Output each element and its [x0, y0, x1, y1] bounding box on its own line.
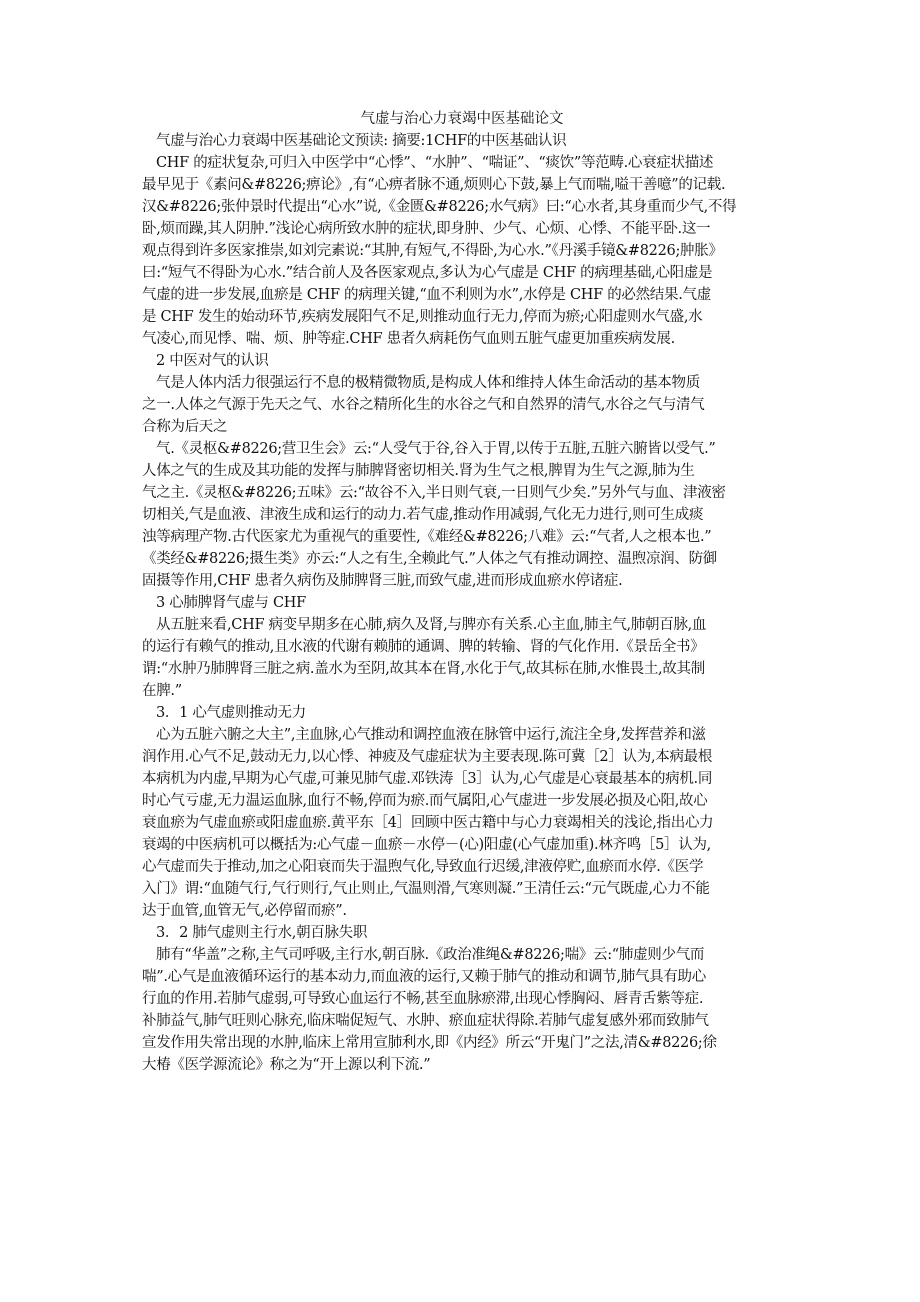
text-line: 心为五脏六腑之大主”,主血脉,心气推动和调控血液在脉管中运行,流注全身,发挥营养和滋	[156, 727, 706, 743]
text-line: 心气虚而失于推动,加之心阳衰而失于温煦气化,导致血行迟缓,津液停贮,血瘀而水停.《医学	[142, 859, 704, 875]
text-line: 润作用.心气不足,鼓动无力,以心悸、神疲及气虚症状为主要表现.陈可冀［2］认为,本病最根	[142, 749, 713, 765]
text-line: 入门》谓:“血随气行,气行则行,气止则止,气温则滑,气寒则凝.”王清任云:“元气既虚,心力不能	[142, 881, 710, 897]
text-line: 卧,烦而躁,其人阴肿.”浅论心病所致水肿的症状,即身肿、少气、心烦、心悸、不能平卧.这一	[142, 221, 711, 237]
text-line: 本病机为内虚,早期为心气虚,可兼见肺气虚.邓铁涛［3］认为,心气虚是心衰最基本的病机.同	[142, 771, 713, 787]
document-title: 气虚与治心力衰竭中医基础论文	[360, 111, 564, 127]
text-line: 合称为后天之	[142, 419, 228, 435]
text-line: 观点得到许多医家推崇,如刘完素说:“其肿,有短气,不得卧,为心水.”《丹溪手镜&#8226;肿胀》	[142, 243, 723, 259]
text-line: 《类经&#8226;摄生类》亦云:“人之有生,全赖此气.”人体之气有推动调控、温煦凉润、防御	[142, 551, 717, 567]
text-line: 时心气亏虚,无力温运血脉,血行不畅,停而为瘀.而气属阳,心气虚进一步发展必损及心阳,故心	[142, 793, 708, 809]
text-line: 人体之气的生成及其功能的发挥与肺脾肾密切相关.肾为生气之根,脾胃为生气之源,肺为生	[142, 463, 695, 479]
text-line: 的运行有赖气的推动,且水液的代谢有赖肺的通调、脾的转输、肾的气化作用.《景岳全书》	[142, 639, 705, 655]
text-line: 浊等病理产物.古代医家尤为重视气的重要性,《难经&#8226;八难》云:“气者,人之根本也.”	[142, 529, 712, 545]
text-line: 喘”.心气是血液循环运行的基本动力,而血液的运行,又赖于肺气的推动和调节,肺气具有助心	[142, 969, 706, 985]
text-line: 在脾.”	[142, 683, 182, 699]
document-page	[142, 108, 782, 1076]
text-line: 达于血管,血管无气,必停留而瘀”.	[142, 903, 347, 919]
text-line: CHF 的症状复杂,可归入中医学中“心悸”、“水肿”、“喘证”、“痰饮”等范畴.心衰症状描述	[156, 155, 714, 171]
document-body	[142, 152, 782, 1076]
text-line: 从五脏来看,CHF 病变早期多在心肺,病久及肾,与脾亦有关系.心主血,肺主气,肺朝百脉,血	[156, 617, 707, 633]
text-line: 汉&#8226;张仲景时代提出“心水”说,《金匮&#8226;水气病》曰:“心水者,其身重而少气,不得	[142, 199, 737, 215]
text-line: 气虚的进一步发展,血瘀是 CHF 的病理关键,“血不利则为水”,水停是 CHF 的必然结果.气虚	[142, 287, 711, 303]
text-line: 之一.人体之气源于先天之气、水谷之精所化生的水谷之气和自然界的清气,水谷之气与清气	[142, 397, 705, 413]
text-line: 气是人体内活力很强运行不息的极精微物质,是构成人体和维持人体生命活动的基本物质	[156, 375, 700, 391]
text-line: 切相关,气是血液、津液生成和运行的动力.若气虚,推动作用减弱,气化无力进行,则可生成痰	[142, 507, 704, 523]
text-line: 气之主.《灵枢&#8226;五味》云:“故谷不入,半日则气衰,一日则气少矣.”另外气与血、津液密	[142, 485, 726, 501]
text-line: 气.《灵枢&#8226;营卫生会》云:“人受气于谷,谷入于胃,以传于五脏,五脏六腑皆以受气.”	[156, 441, 716, 457]
document-subtitle: 气虚与治心力衰竭中医基础论文预读: 摘要:1CHF的中医基础认识	[156, 133, 567, 149]
text-line: 行血的作用.若肺气虚弱,可导致心血运行不畅,甚至血脉瘀滞,出现心悸胸闷、唇青舌紫等症.	[142, 991, 704, 1007]
text-line: 2 中医对气的认识	[156, 353, 269, 369]
text-line: 谓:“水肿乃肺脾肾三脏之病.盖水为至阴,故其本在肾,水化于气,故其标在肺,水惟畏土,故其制	[142, 661, 705, 677]
text-line: 3．1 心气虚则推动无力	[156, 705, 306, 721]
text-line: 曰:“短气不得卧为心水.”结合前人及各医家观点,多认为心气虚是 CHF 的病理基础,心阳虚是	[142, 265, 713, 281]
text-line: 宣发作用失常出现的水肿,临床上常用宣肺利水,即《内经》所云“开鬼门”之法,清&#8226;徐	[142, 1035, 717, 1051]
text-line: 3 心肺脾肾气虚与 CHF	[156, 595, 306, 611]
text-line: 是 CHF 发生的始动环节,疾病发展阳气不足,则推动血行无力,停而为瘀;心阳虚则水气盛,水	[142, 309, 703, 325]
text-line: 衰血瘀为气虚血瘀或阳虚血瘀.黄平东［4］回顾中医古籍中与心力衰竭相关的浅论,指出心力	[142, 815, 714, 831]
text-line: 最早见于《素问&#8226;痹论》,有“心痹者脉不通,烦则心下鼓,暴上气而喘,嗌干善噫”的记载.	[142, 177, 726, 193]
text-line: 补肺益气,肺气旺则心脉充,临床喘促短气、水肿、瘀血症状得除.若肺气虚复感外邪而致肺气	[142, 1013, 709, 1029]
text-line: 固摄等作用,CHF 患者久病伤及肺脾肾三脏,而致气虚,进而形成血瘀水停诸症.	[142, 573, 623, 589]
text-line: 肺有“华盖”之称,主气司呼吸,主行水,朝百脉.《政治准绳&#8226;喘》云:“肺虚则少气而	[156, 947, 705, 963]
text-line: 气凌心,而见悸、喘、烦、肿等症.CHF 患者久病耗伤气血则五脏气虚更加重疾病发展.	[142, 331, 675, 347]
text-line: 3．2 肺气虚则主行水,朝百脉失职	[156, 925, 368, 941]
text-line: 衰竭的中医病机可以概括为:心气虚－血瘀－水停－(心)阳虚(心气虚加重).林齐鸣［5］认为,	[142, 837, 711, 853]
text-line: 大椿《医学源流论》称之为“开上源以利下流.”	[142, 1057, 431, 1073]
